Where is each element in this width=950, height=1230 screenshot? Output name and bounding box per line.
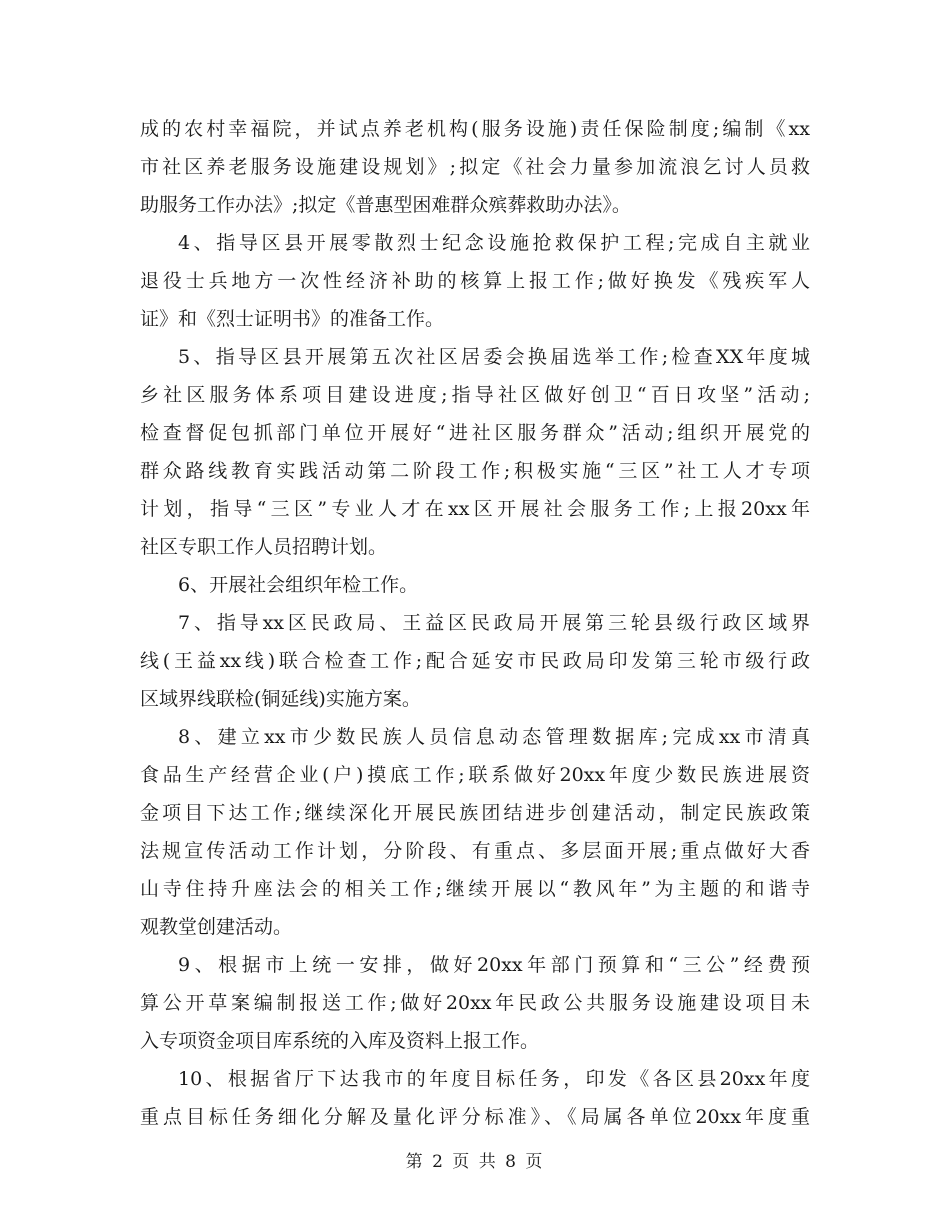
text-line: 5、指导区县开展第五次社区居委会换届选举工作;检查XX年度城 — [178, 346, 810, 368]
text-line: 计划，指导“三区”专业人才在xx区开展社会服务工作;上报20xx年 — [140, 498, 810, 520]
text-line: 市社区养老服务设施建设规划》;拟定《社会力量参加流浪乞讨人员救 — [140, 156, 810, 178]
text-line: 社区专职工作人员招聘计划。 — [140, 536, 388, 558]
text-line: 区域界线联检(铜延线)实施方案。 — [140, 688, 421, 710]
document-body — [140, 110, 810, 1136]
text-line: 退役士兵地方一次性经济补助的核算上报工作;做好换发《残疾军人 — [140, 270, 810, 292]
text-line: 9、根据市上统一安排，做好20xx年部门预算和“三公”经费预 — [178, 954, 810, 976]
text-line: 重点目标任务细化分解及量化评分标准》、《局属各单位20xx年度重 — [140, 1106, 810, 1128]
text-line: 7、指导xx区民政局、王益区民政局开展第三轮县级行政区域界 — [178, 612, 810, 634]
page-footer: 第 2 页 共 8 页 — [405, 1152, 545, 1172]
text-line: 金项目下达工作;继续深化开展民族团结进步创建活动，制定民族政策 — [140, 802, 810, 824]
text-line: 算公开草案编制报送工作;做好20xx年民政公共服务设施建设项目未 — [140, 992, 810, 1014]
text-line: 助服务工作办法》;拟定《普惠型困难群众殡葬救助办法》。 — [140, 194, 631, 216]
text-line: 6、开展社会组织年检工作。 — [178, 574, 419, 596]
text-line: 法规宣传活动工作计划，分阶段、有重点、多层面开展;重点做好大香 — [140, 840, 810, 862]
text-line: 线(王益xx线)联合检查工作;配合延安市民政局印发第三轮市级行政 — [140, 650, 810, 672]
text-line: 群众路线教育实践活动第二阶段工作;积极实施“三区”社工人才专项 — [140, 460, 810, 482]
text-line: 乡社区服务体系项目建设进度;指导社区做好创卫“百日攻坚”活动; — [140, 384, 810, 406]
text-line: 食品生产经营企业(户)摸底工作;联系做好20xx年度少数民族进展资 — [140, 764, 810, 786]
text-line: 10、根据省厅下达我市的年度目标任务，印发《各区县20xx年度 — [178, 1068, 810, 1090]
text-line: 山寺住持升座法会的相关工作;继续开展以“教风年”为主题的和谐寺 — [140, 878, 810, 900]
text-line: 4、指导区县开展零散烈士纪念设施抢救保护工程;完成自主就业 — [178, 232, 810, 254]
text-line: 证》和《烈士证明书》的准备工作。 — [140, 308, 445, 330]
text-line: 成的农村幸福院，并试点养老机构(服务设施)责任保险制度;编制《xx — [140, 118, 810, 140]
text-line: 8、建立xx市少数民族人员信息动态管理数据库;完成xx市清真 — [178, 726, 810, 748]
text-line: 入专项资金项目库系统的入库及资料上报工作。 — [140, 1030, 540, 1052]
text-line: 观教堂创建活动。 — [140, 916, 293, 938]
text-line: 检查督促包抓部门单位开展好“进社区服务群众”活动;组织开展党的 — [140, 422, 810, 444]
